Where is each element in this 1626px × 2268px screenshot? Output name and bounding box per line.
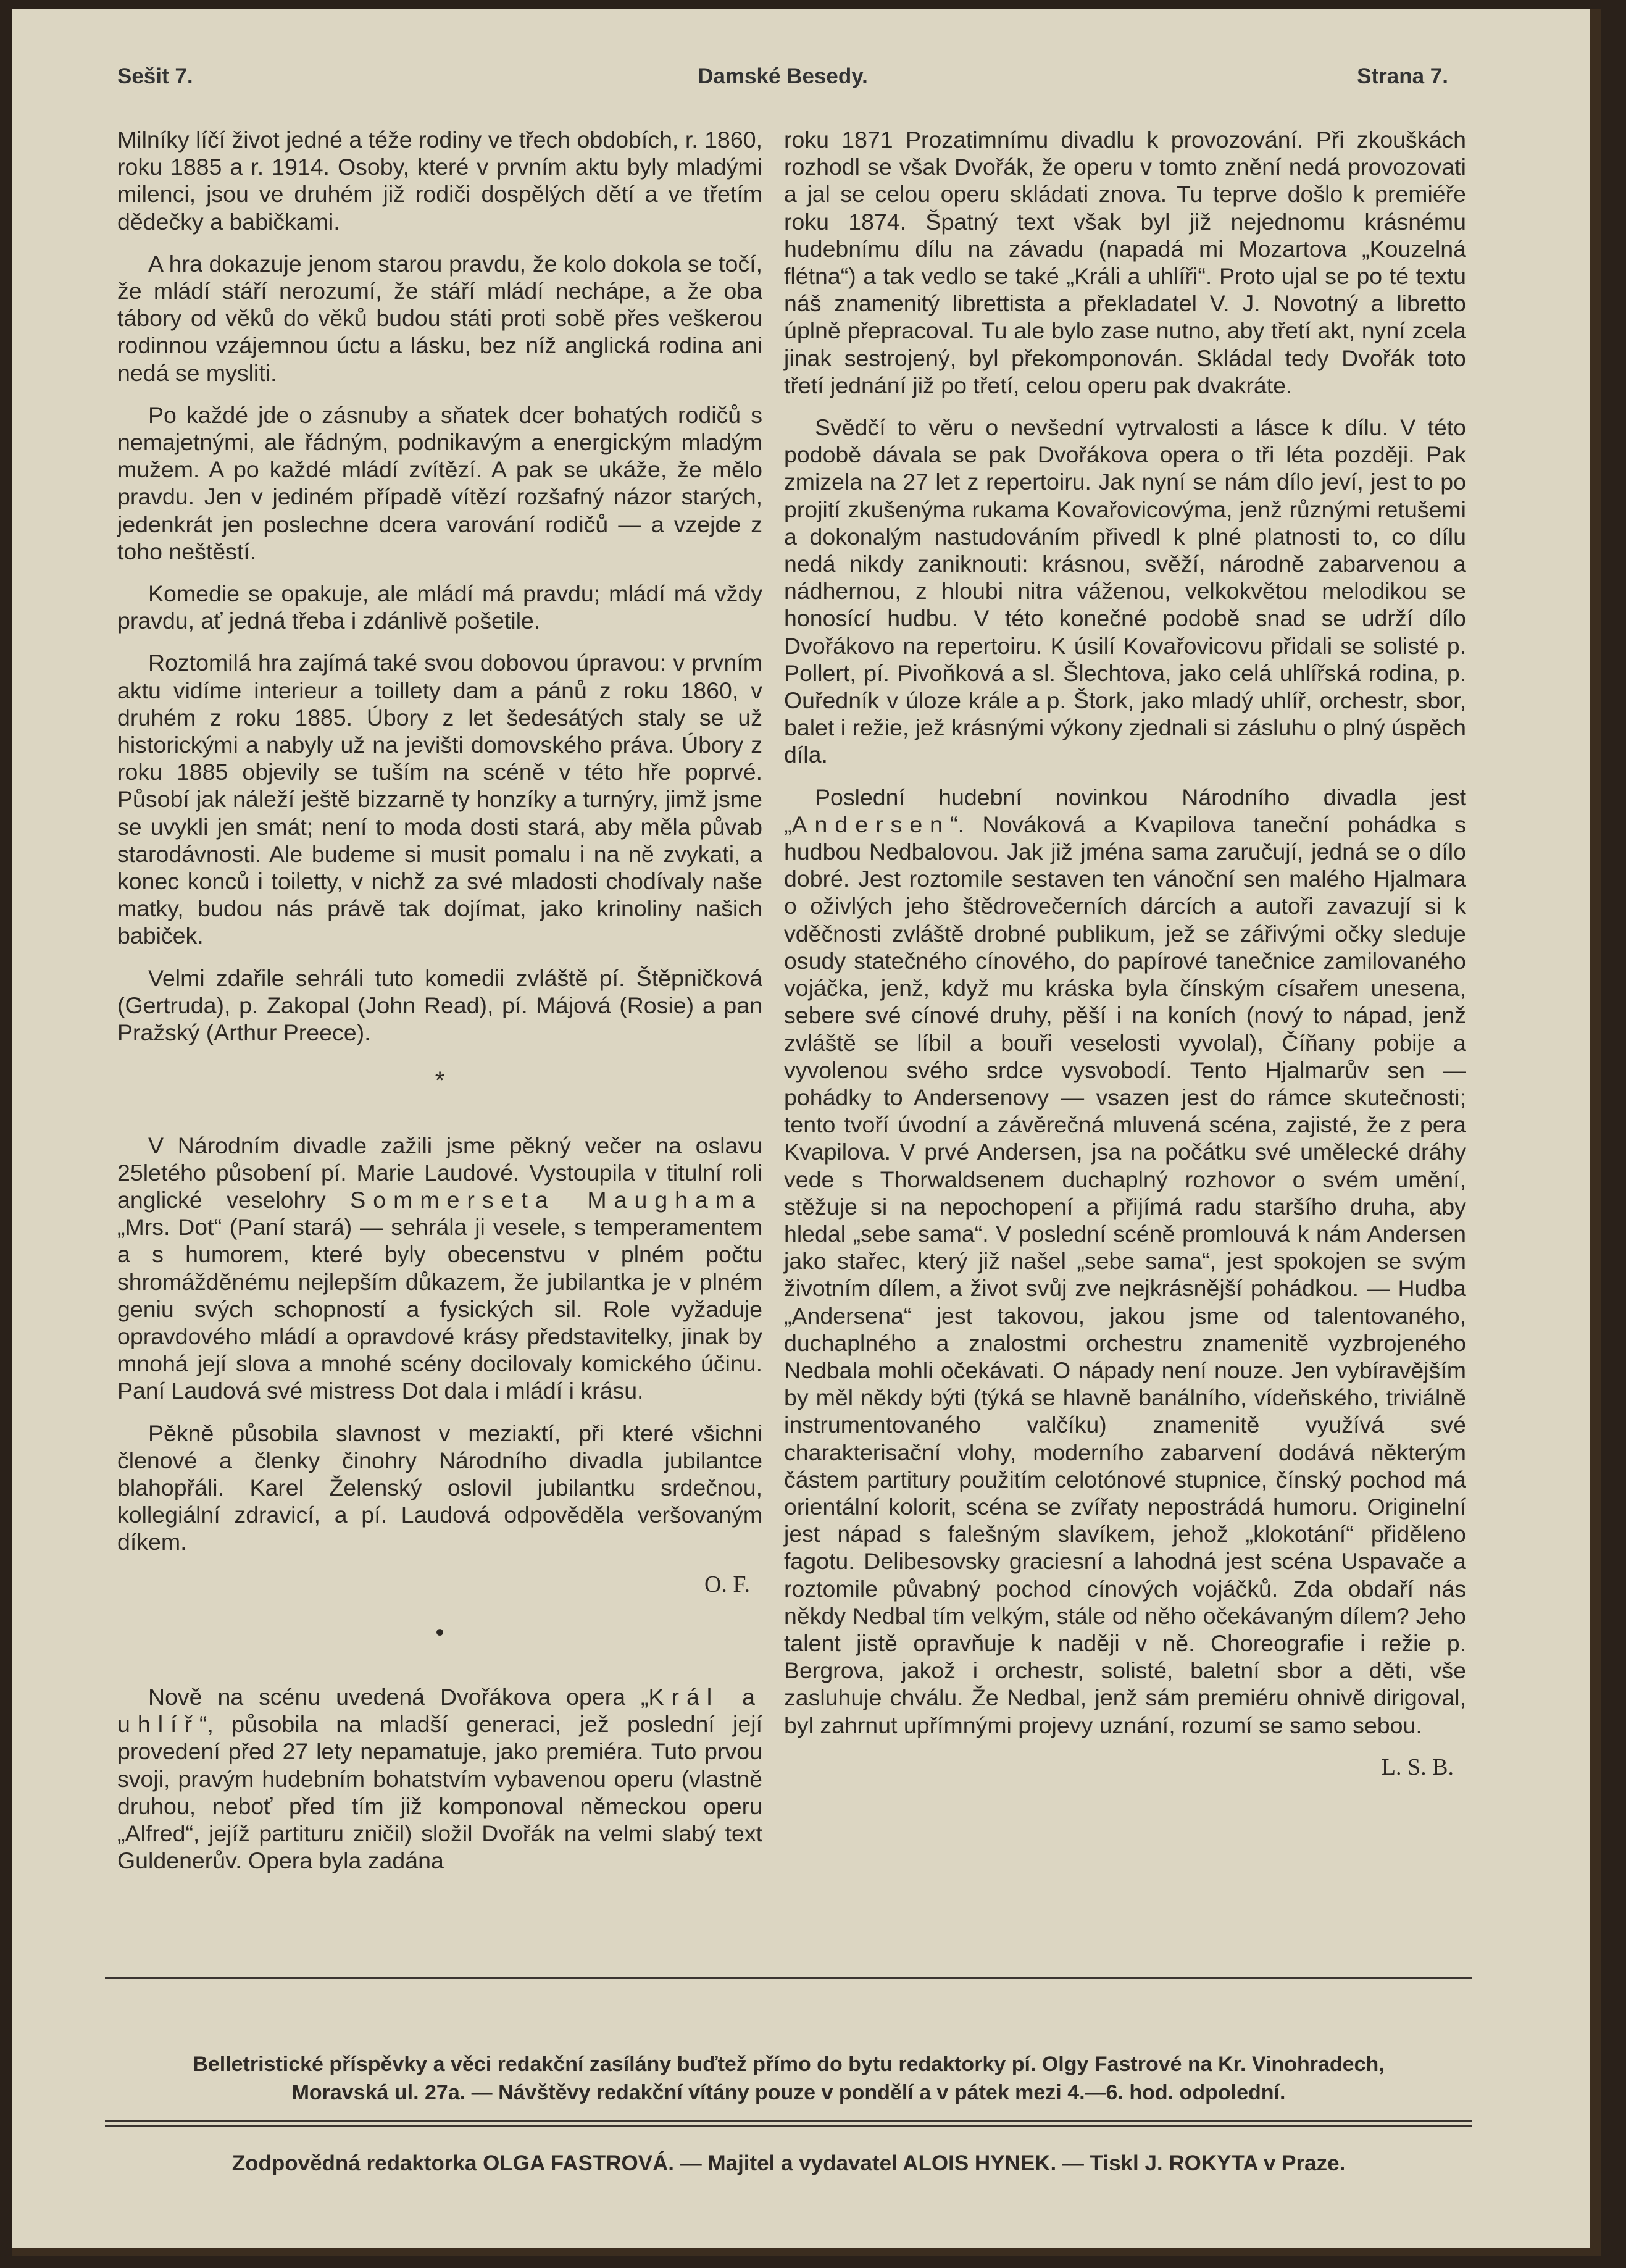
article-paragraph: Velmi zdařile sehráli tuto komedii zvláště pí. Štěpničková (Gertruda), p. Zakopal (John Read), pí. Májová (Rosie) a pan Pražský (Arthur Preece). <box>117 965 762 1046</box>
article-paragraph: Pěkně působila slavnost v meziaktí, při které všichni členové a členky činohry Národního divadla jubilantce blahopřáli. Karel Želenský oslovil jubilantku srdečnou, kollegiální zdravicí, a pí. Laudová odpověděla veršovaným díkem. <box>117 1420 762 1555</box>
article-paragraph: Milníky líčí život jedné a téže rodiny ve třech obdobích, r. 1860, roku 1885 a r. 1914. Osoby, které v prvním aktu byly mladými milenci, jsou ve druhém již rodiči dospělých dětí a ve třetím dědečky a babičkami. <box>117 127 762 235</box>
text-run: Nově na scénu uvedená Dvořákova opera „ <box>148 1683 649 1710</box>
imprint-footer: Zodpovědná redaktorka OLGA FASTROVÁ. — Majitel a vydavatel ALOIS HYNEK. — Tiskl J. ROKYTA v Praze. <box>231 2151 1346 2175</box>
page-number: Strana 7. <box>1357 64 1448 88</box>
magazine-page <box>12 9 1601 2256</box>
divider-rule <box>105 1977 1472 1979</box>
notice-line: Moravská ul. 27a. — Návštěvy redakční vítány pouze v pondělí a v pátek mezi 4.—6. hod. odpolední. <box>291 2081 1286 2104</box>
magazine-title: Damské Besedy. <box>698 64 868 88</box>
article-paragraph <box>117 1132 762 1405</box>
running-header <box>117 64 1448 95</box>
text-run: “, působila na mladší generaci, jež poslední její provedení před 27 lety nepamatuje, jako premiéra. Tuto prvou svoji, pravým hudebním bohatstvím vybavenou operu (vlastně druhou, neboť před tím již komponoval německou operu „Alfred“, jejíž partituru zničil) složil Dvořák na velmi slabý text Guldenerův. Opera byla zadána <box>117 1711 762 1874</box>
issue-number: Sešit 7. <box>117 64 193 88</box>
section-separator: • <box>435 1618 444 1646</box>
article-paragraph <box>784 784 1466 1739</box>
author-signature: O. F. <box>704 1571 750 1597</box>
article-paragraph: Roztomilá hra zajímá také svou dobovou úpravou: v prvním aktu vidíme interieur a toillety dam a pánů z roku 1860, v druhém z roku 1885. Úbory z let šedesátých staly se už historickými a nabyly už na jevišti domovského práva. Úbory z roku 1885 objevily se tuším na scéně v této hře poprvé. Působí jak náleží ještě bizzarně ty honzíky a turnýry, jimž jsme se uvykli jen smát; není to moda dosti stará, aby měla půvab starodávnosti. Ale budeme si musit pomalu i na ně zvykati, a konec konců i toiletty, v nichž za své mladosti chodívaly naše matky, budou nás právě tak dojímat, jako krinoliny našich babiček. <box>117 650 762 949</box>
spaced-ballet-title: Andersen <box>791 811 951 837</box>
article-paragraph: roku 1871 Prozatimnímu divadlu k provozování. Při zkouškách rozhodl se však Dvořák, že operu v tomto znění nedá provozovati a jal se celou operu skládati znova. Tu teprve došlo k premiéře roku 1874. Špatný text však byl již nejednomu krásnému hudebnímu dílu na závadu (napadá mi Mozartova „Kouzelná flétna“) a tak vedlo se také „Králi a uhlíři“. Proto ujal se po té textu náš znamenitý librettista a překladatel V. J. Novotný a libretto úplně přepracoval. Tu ale bylo zase nutno, aby třetí akt, nyní zcela jinak sestrojený, byl překomponován. Skládal tedy Dvořák toto třetí jednání již po třetí, celou operu pak dvakráte. <box>784 127 1466 398</box>
article-paragraph: Po každé jde o zásnuby a sňatek dcer bohatých rodičů s nemajetnými, ale řádným, podnikavým a energickým mladým mužem. A po každé mládí zvítězí. A pak se ukáže, že mělo pravdu. Jen v jediném případě vítězí rozšafný názor starých, jedenkrát jen poslechne dcera varování rodičů — a vzejde z toho neštěstí. <box>117 401 762 564</box>
spaced-author-name: Sommerseta Maughama <box>350 1186 762 1213</box>
text-run: „Mrs. Dot“ (Paní stará) — sehrála ji vesele, s temperamentem a s humorem, které byly obecenstvu v plném počtu shromážděnému nejlepším důkazem, že jubilantka je v plném geniu svých schopností a fysických sil. Role vyžaduje opravdového mládí a opravdové krásy představitelky, jinak by mnohá její slova a mnohé scény docilovaly komického účinu. Paní Laudová své mistress Dot dala i mládí i krásu. <box>117 1214 762 1404</box>
double-divider-rule <box>105 2120 1472 2127</box>
article-paragraph: A hra dokazuje jenom starou pravdu, že kolo dokola se točí, že mládí stáří nerozumí, že stáří mládí nechápe, a že oba tábory od věků do věků budou státi proti sobě přes veškerou rodinnou vzájemnou úctu a lásku, bez níž anglická rodina ani nedá se mysliti. <box>117 250 762 386</box>
text-run: Poslední hudební novinkou Národního divadla jest „ <box>784 784 1466 837</box>
author-signature: L. S. B. <box>1381 1754 1454 1780</box>
text-run: V Národním divadle zažili jsme pěkný večer na oslavu 25letého působení pí. Marie Laudové. Vystoupila v titulní roli anglické veselohry <box>117 1132 762 1213</box>
spaced-opera-title: Král a uhlíř <box>117 1683 763 1738</box>
article-paragraph <box>117 1683 762 1874</box>
text-run: “. Nováková a Kvapilova taneční pohádka s hudbou Nedbalovou. Jak již jména sama zaručují, jedná se o dílo dobré. Jest roztomile sestaven ten vánoční sen malého Hjalmara o oživlých jeho štědrovečerních dárcích a autoři zavazují si k vděčnosti zvláště drobné publikum, jež se zářivými očky sleduje osudy statečného cínového, do papírové tanečnice zamilovaného vojáčka, jenž, když mu kráska byla čínským císařem unesena, sebere své cínové druhy, pěší i na koních (nový to nápad, jenž zvláště se líbil a bouři veselosti vyvolal), Číňany pobije a vyvolenou svého srdce vysvobodí. Tento Hjalmarův sen — pohádky to Andersenovy — vsazen jest do rámce skutečnosti; tento tvoří úvodní a závěrečná mluvená scéna, zajisté, že z pera Kvapilova. V prvé Andersen, jsa na počátku své umělecké dráhy vede s Thorwaldsenem duchaplný rozhovor o svém umění, stěžuje si na nepochopení a přijímá radu staršího druha, aby hledal „sebe sama“. V poslední scéně promlouvá k nám Andersen jako stařec, který již našel „sebe sama“, jest spokojen se svým životním dílem, a život svůj zve nejkrásnější pohádkou. — Hudba „Andersena“ jest takovou, jakou jsme od talentovaného, duchaplného a znalostmi orchestru znamenitě vyzbrojeného Nedbala mohli očekávati. O nápady není nouze. Jen vybíravějším by měl někdy býti (týká se hlavně banálního, vídeňského, triviálně instrumentovaného valčíku) znamenitě využívá své charakterisační vlohy, moderního zabarvení dodává některým částem partitury použitím celotónové stupnice, čínský pochod má orientální kolorit, scéna se zvířaty nepostrádá humoru. Originelní jest nápad s falešným slavíkem, jehož „klokotání“ přiděleno fagotu. Delibesovsky graciesní a lahodná jest scéna Uspavače a roztomile půvabný pochod cínových vojáčků. Zda obdaří nás někdy Nedbal tím velkým, stále od něho očekávaným dílem? Jeho talent jistě opravňuje k naději v ně. Choreografie i režie p. Bergrova, jakož i orchestr, solisté, baletní sbor a děti, vše zasluhuje chválu. Že Nedbal, jenž sám premiéru ohnivě dirigoval, byl zahrnut upřímnými projevy uznání, rozumí se samo sebou. <box>784 811 1466 1738</box>
right-column <box>784 126 1466 1793</box>
article-paragraph: Komedie se opakuje, ale mládí má pravdu; mládí má vždy pravdu, ať jedná třeba i zdánlivě pošetile. <box>117 580 762 634</box>
section-separator: * <box>435 1067 445 1095</box>
left-column <box>117 126 762 1889</box>
editorial-notice <box>105 2050 1472 2107</box>
notice-line: Belletristické příspěvky a věci redakční zasílány buďtež přímo do bytu redaktorky pí. Olgy Fastrové na Kr. Vinohradech, <box>193 2052 1385 2076</box>
article-paragraph: Svědčí to věru o nevšední vytrvalosti a lásce k dílu. V této podobě dávala se pak Dvořákova opera o tři léta později. Pak zmizela na 27 let z repertoiru. Jak nyní se nám dílo jeví, jest to po projití zkušenýma rukama Kovařovicovýma, jenž různými retušemi a dokonalým nastudováním přivedl k plné platnosti to, co dílu nedá nikdy zaniknouti: krásnou, svěží, národně zabarvenou a nádhernou, z hloubi nitra váženou, velkokvětou melodikou se honosící hudbu. V této konečné podobě snad se udrží dílo Dvořákovo na repertoiru. K úsilí Kovařovicovu přidali se solisté p. Pollert, pí. Pivoňková a sl. Šlechtova, jako celá uhlířská rodina, p. Ouředník v úloze krále a p. Štork, jako mladý uhlíř, orchestr, sbor, balet i režie, jež krásnými výkony zjednali si zásluhu o plný úspěch díla. <box>784 414 1466 768</box>
